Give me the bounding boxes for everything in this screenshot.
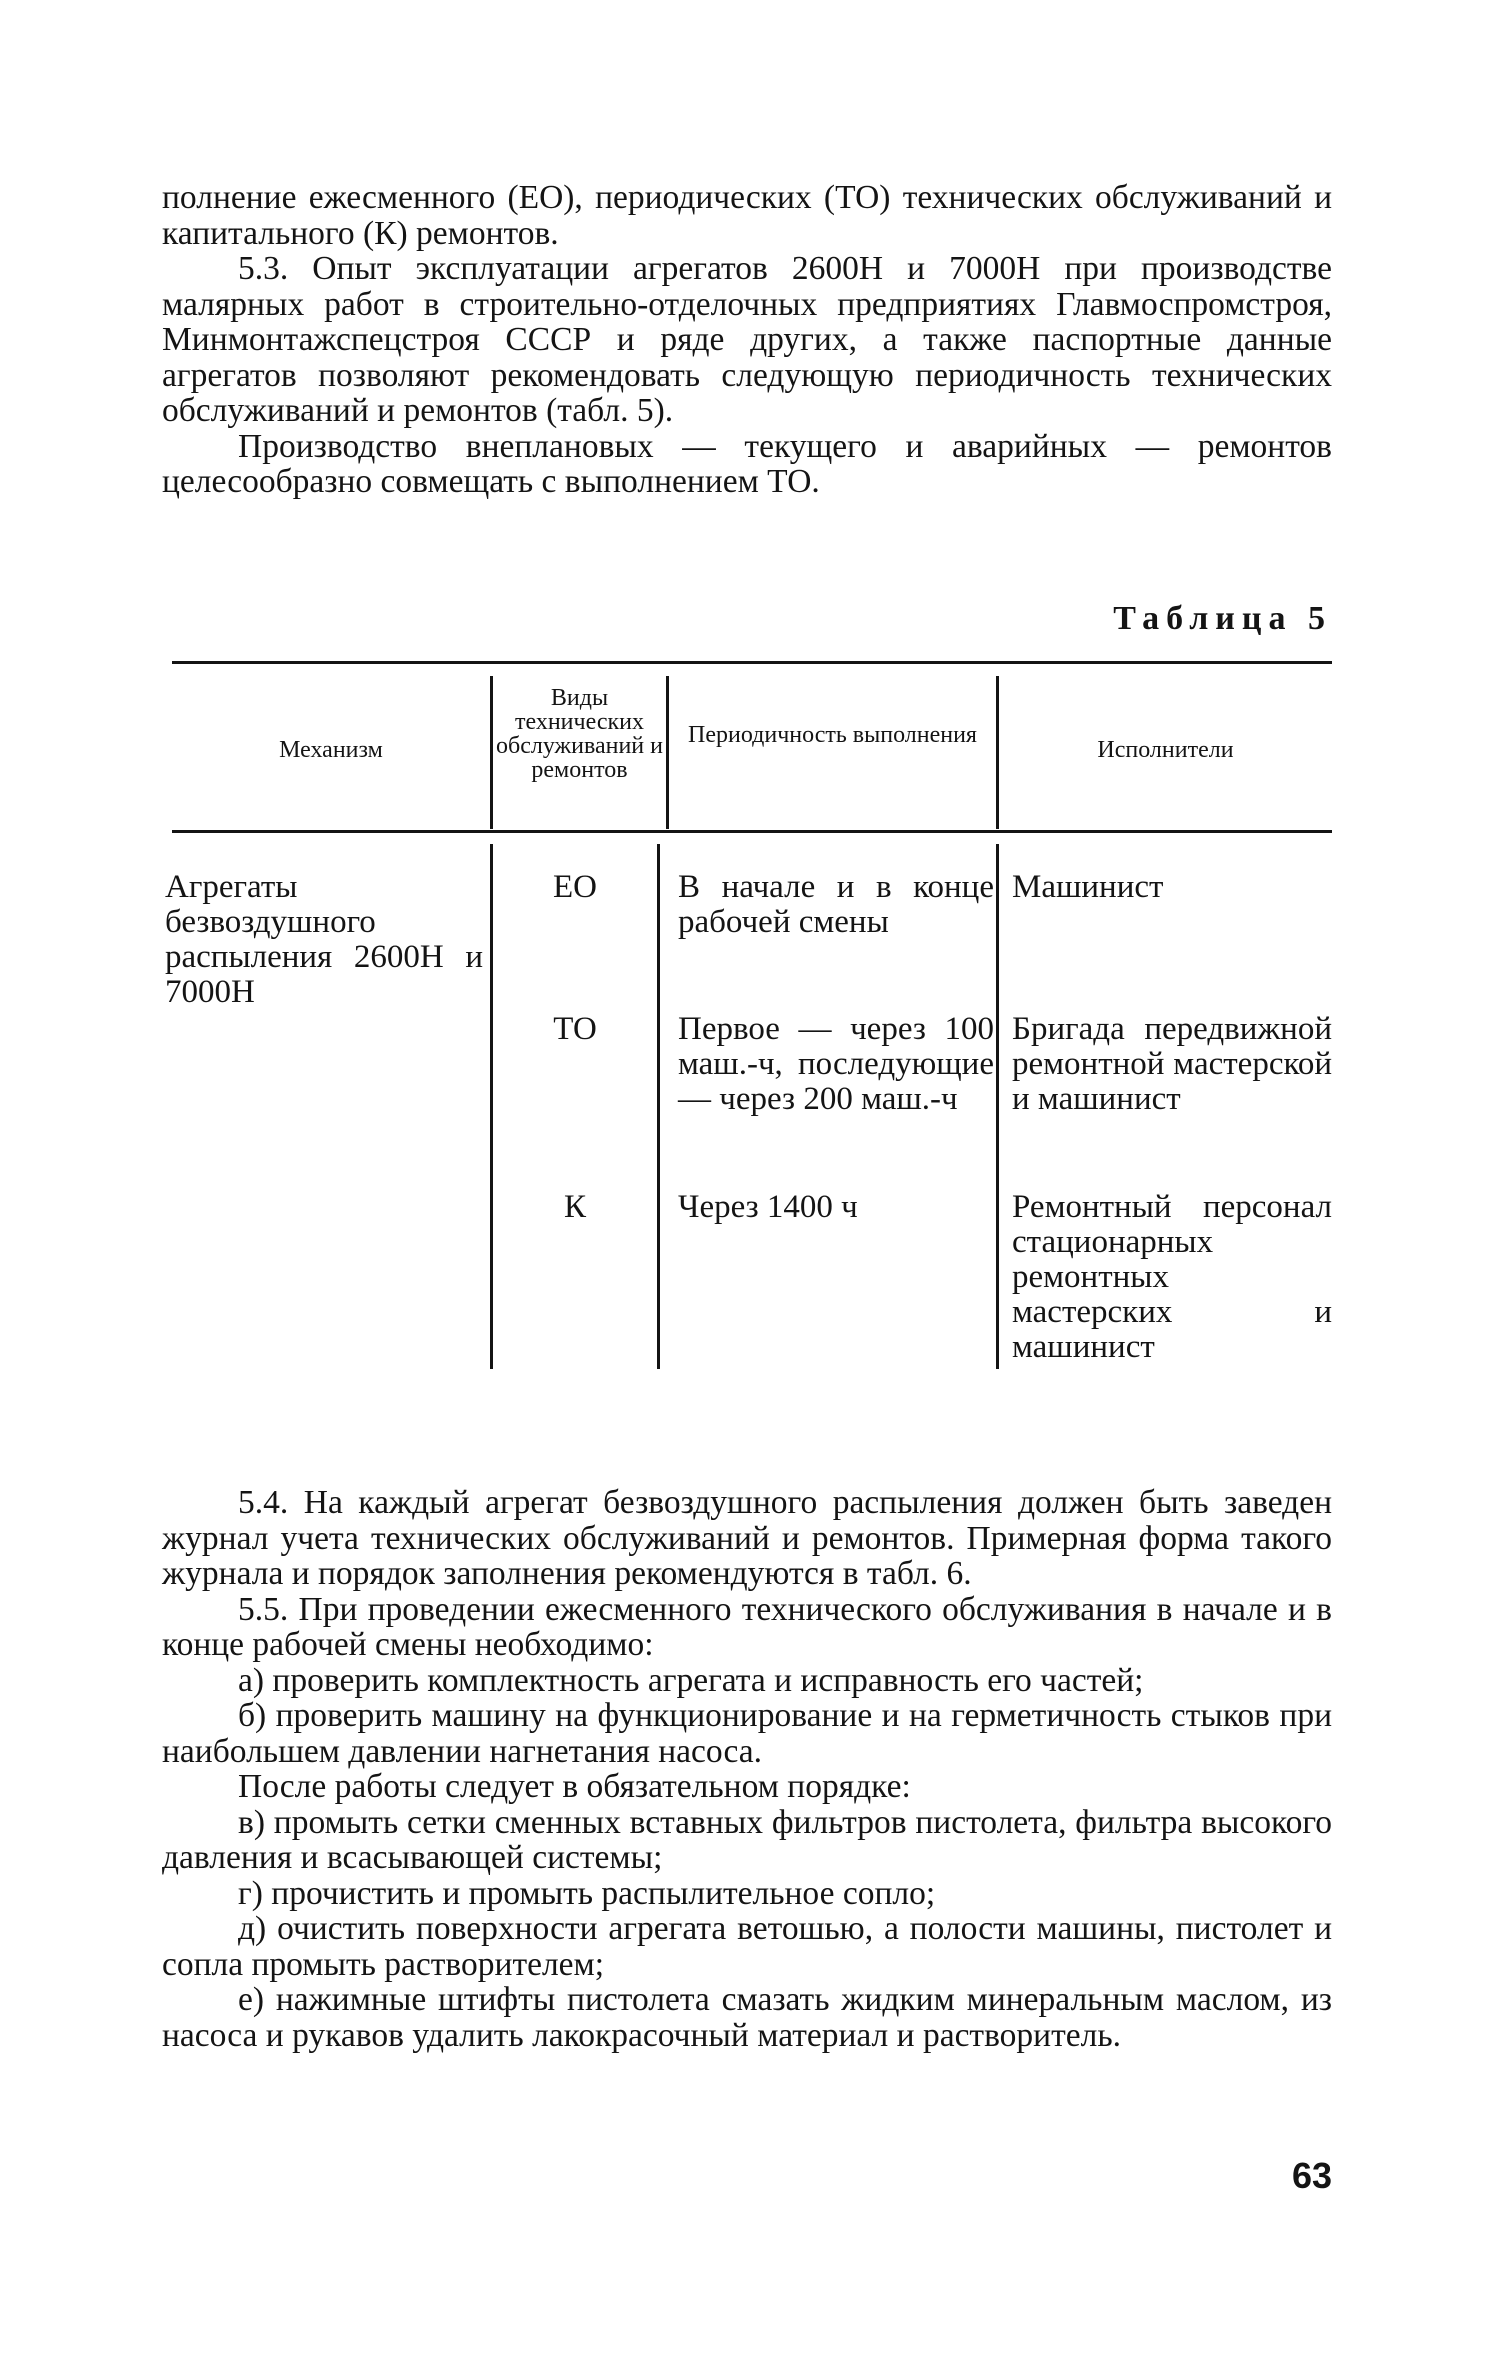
header-types: Виды технических обслуживаний и ремонтов	[496, 685, 663, 783]
header-periodicity: Периодичность выполнения	[688, 722, 977, 748]
unscheduled-repairs-paragraph: Производство внеплановых — текущего и аварийных — ремонтов целесообразно совмещать с выполнением ТО.	[162, 427, 1332, 500]
body-divider-1	[490, 844, 493, 1369]
list-item-d: д) очистить поверхности агрегата ветошью, а полости машины, пистолет и сопла промыть растворителем;	[162, 1910, 1332, 1983]
cell-executors-to: Бригада передвижной ремонтной мастерской и машинист	[1012, 1011, 1332, 1117]
cell-type-eo: ЕО	[553, 869, 597, 905]
body-divider-2	[657, 844, 660, 1369]
list-item-a: а) проверить комплектность агрегата и исправность его частей;	[238, 1661, 1144, 1699]
body-divider-3	[996, 844, 999, 1369]
cell-periodicity-eo: В начале и в конце рабочей смены	[678, 869, 994, 940]
table-caption: Таблица 5	[1113, 600, 1332, 637]
section-5-4-paragraph: 5.4. На каждый агрегат безвоздушного распыления должен быть заведен журнал учета технических обслуживаний и ремонтов. Примерная форма такого журнала и порядок заполнения рекомендуются в табл. 6.	[162, 1484, 1332, 1592]
cell-executors-k: Ремонтный персонал стационарных ремонтных мастерских и машинист	[1012, 1189, 1332, 1365]
after-work-paragraph: После работы следует в обязательном порядке:	[238, 1768, 911, 1805]
table-header-rule	[172, 830, 1332, 833]
header-divider-2	[666, 676, 669, 829]
cell-type-k: К	[563, 1189, 586, 1225]
body-text	[162, 1485, 1332, 2053]
list-item-g: г) прочистить и промыть распылительное сопло;	[238, 1874, 936, 1912]
list-item-e: е) нажимные штифты пистолета смазать жидким минеральным маслом, из насоса и рукавов удалить лакокрасочный материал и растворитель.	[162, 1981, 1332, 2054]
list-item-v: в) промыть сетки сменных вставных фильтров пистолета, фильтра высокого давления и всасывающей системы;	[162, 1803, 1332, 1876]
intro-text	[162, 180, 1332, 500]
cell-mechanism: Агрегаты безвоздушного распыления 2600Н и 7000Н	[165, 869, 483, 1010]
cell-periodicity-k: Через 1400 ч	[678, 1189, 858, 1225]
page-number: 63	[1291, 2155, 1332, 2196]
cell-periodicity-to: Первое — через 100 маш.-ч, последующие — через 200 маш.-ч	[678, 1011, 994, 1117]
cell-type-to: ТО	[553, 1011, 597, 1047]
section-5-5-paragraph: 5.5. При проведении ежесменного технического обслуживания в начале и в конце рабочей смены необходимо:	[162, 1590, 1332, 1663]
cell-executors-eo: Машинист	[1012, 869, 1164, 905]
table-top-rule	[172, 661, 1332, 664]
section-5-3-paragraph: 5.3. Опыт эксплуатации агрегатов 2600Н и 7000Н при производстве малярных работ в строительно-отделочных предприятиях Главмоспромстроя, Минмонтажспецстроя СССР и ряде других, а также паспортные данные агрегатов позволяют рекомендовать следующую периодичность технических обслуживаний и ремонтов (табл. 5).	[162, 250, 1332, 429]
intro-paragraph-continuation: полнение ежесменного (ЕО), периодических (ТО) технических обслуживаний и капитального (К) ремонтов.	[162, 179, 1332, 252]
list-item-b: б) проверить машину на функционирование и на герметичность стыков при наибольшем давлении нагнетания насоса.	[162, 1697, 1332, 1770]
header-mechanism: Механизм	[279, 737, 383, 763]
header-executors: Исполнители	[1097, 737, 1234, 763]
